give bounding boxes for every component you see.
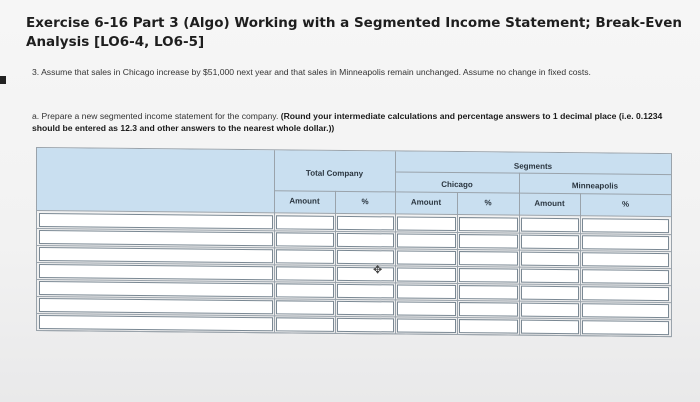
minneapolis-amount-input[interactable] xyxy=(521,286,579,301)
chicago-amount-input[interactable] xyxy=(397,233,456,248)
total-amount-header: Amount xyxy=(289,196,320,206)
total-percent-input[interactable] xyxy=(337,233,394,248)
minneapolis-percent-input[interactable] xyxy=(582,269,669,284)
minneapolis-percent-input[interactable] xyxy=(582,286,669,301)
minneapolis-percent-header: % xyxy=(621,199,630,209)
minneapolis-percent-input[interactable] xyxy=(582,235,669,250)
minneapolis-amount-input[interactable] xyxy=(521,269,579,284)
total-percent-input[interactable] xyxy=(337,284,394,299)
minneapolis-amount-input[interactable] xyxy=(521,320,579,335)
minneapolis-percent-input[interactable] xyxy=(582,218,669,233)
minneapolis-percent-input[interactable] xyxy=(582,320,669,335)
chicago-amount-input[interactable] xyxy=(397,216,456,231)
part-a-lead: a. Prepare a new segmented income statement for the company. xyxy=(32,111,279,121)
total-percent-input[interactable] xyxy=(337,318,394,333)
row-label-input[interactable] xyxy=(39,315,273,331)
chicago-amount-input[interactable] xyxy=(397,250,456,265)
row-label-input[interactable] xyxy=(39,213,273,229)
row-label-input[interactable] xyxy=(39,230,273,246)
total-percent-header: % xyxy=(361,197,369,207)
total-amount-input[interactable] xyxy=(276,249,334,264)
divider-chicago xyxy=(519,173,520,335)
segmented-income-statement-table xyxy=(36,147,672,337)
chicago-percent-input[interactable] xyxy=(459,268,518,283)
total-amount-input[interactable] xyxy=(276,300,334,315)
minneapolis-amount-input[interactable] xyxy=(521,303,579,318)
chicago-amount-input[interactable] xyxy=(397,267,456,282)
total-amount-input[interactable] xyxy=(276,215,334,230)
minneapolis-percent-input[interactable] xyxy=(582,252,669,267)
minneapolis-amount-header: Amount xyxy=(534,198,565,209)
instruction-part-a xyxy=(32,110,682,134)
minneapolis-percent-input[interactable] xyxy=(582,303,669,318)
total-amount-input[interactable] xyxy=(276,232,334,247)
minneapolis-header: Minneapolis xyxy=(571,181,619,191)
chicago-percent-input[interactable] xyxy=(459,251,518,266)
chicago-percent-input[interactable] xyxy=(459,285,518,300)
minneapolis-amount-input[interactable] xyxy=(521,252,579,267)
chicago-percent-input[interactable] xyxy=(459,217,518,232)
plus-cursor-icon: ✥ xyxy=(373,264,383,277)
total-amount-input[interactable] xyxy=(276,283,334,298)
total-percent-input[interactable] xyxy=(337,301,394,316)
total-percent-input[interactable] xyxy=(337,267,394,282)
row-label-input[interactable] xyxy=(39,247,273,263)
chicago-amount-input[interactable] xyxy=(397,284,456,299)
row-label-input[interactable] xyxy=(39,298,273,314)
chicago-amount-input[interactable] xyxy=(397,301,456,316)
minneapolis-amount-input[interactable] xyxy=(521,235,579,250)
chicago-percent-input[interactable] xyxy=(459,302,518,317)
edge-marker xyxy=(0,76,6,84)
total-percent-input[interactable] xyxy=(337,216,394,231)
row-label-input[interactable] xyxy=(39,264,273,280)
divider-label-col xyxy=(274,150,275,332)
total-amount-input[interactable] xyxy=(276,317,334,332)
minneapolis-amount-input[interactable] xyxy=(521,218,579,233)
total-company-header: Total Company xyxy=(305,168,364,179)
total-amount-input[interactable] xyxy=(276,266,334,281)
chicago-percent-header: % xyxy=(484,198,492,208)
chicago-percent-input[interactable] xyxy=(459,319,518,334)
chicago-amount-input[interactable] xyxy=(397,318,456,333)
total-percent-input[interactable] xyxy=(337,250,394,265)
chicago-header: Chicago xyxy=(441,179,473,190)
chicago-percent-input[interactable] xyxy=(459,234,518,249)
exercise-title: Exercise 6-16 Part 3 (Algo) Working with a Segmented Income Statement; Break-Even Analysis [LO6-4, LO6-5] xyxy=(26,15,682,50)
segments-header: Segments xyxy=(513,161,553,171)
instruction-part-3: 3. Assume that sales in Chicago increase by $51,000 next year and that sales in Minneapolis remain unchanged. Assume no change in fixed costs. xyxy=(32,67,591,77)
chicago-amount-header: Amount xyxy=(410,197,442,207)
row-label-input[interactable] xyxy=(39,281,273,297)
part-a-rounding-note: (Round your intermediate calculations and percentage answers to 1 decimal place (i.e. 0.1234 should be entered as 12.3 and other answers to the nearest whole dollar.)) xyxy=(32,111,663,133)
